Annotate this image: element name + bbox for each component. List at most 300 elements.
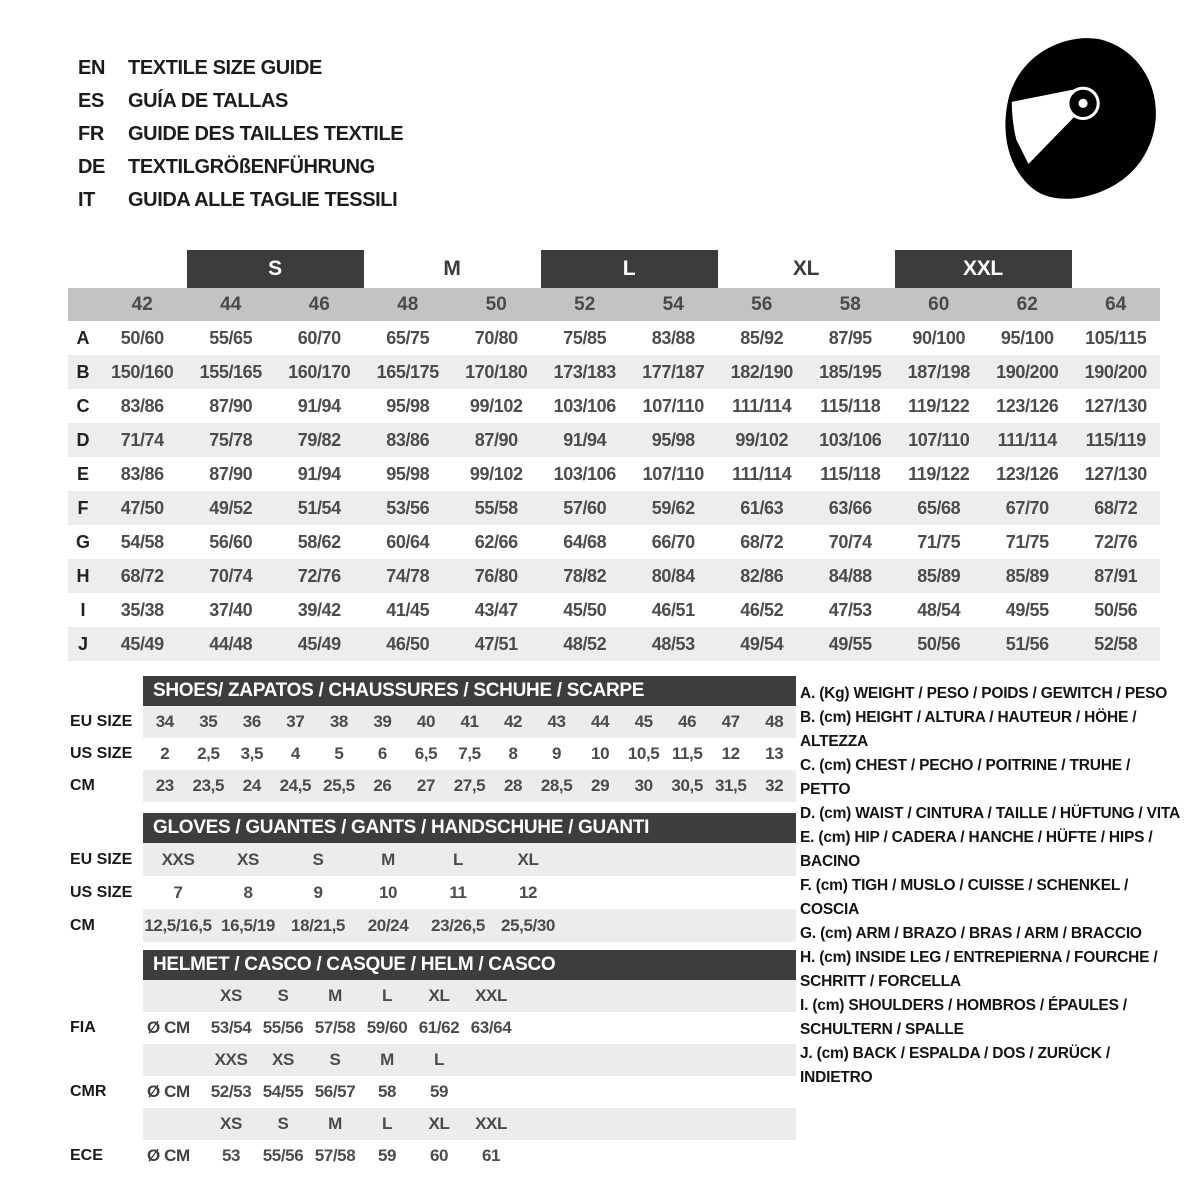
helmet-size: XL [428,986,450,1005]
main-size-table [68,250,1160,661]
size-value: 111/114 [997,429,1057,450]
size-value: 51/54 [297,497,341,518]
measure-row-B [68,355,1160,389]
gloves-rows [70,843,796,942]
title-entry [78,85,403,118]
size-value: 185/195 [819,361,882,382]
size-value: 127/130 [1084,463,1147,484]
helmet-size: M [328,1114,342,1133]
helmet-value-row-ECE [70,1140,796,1172]
size-value: 37/40 [209,599,253,620]
size-value: 50/56 [1094,599,1138,620]
size-value: 91/94 [297,395,341,416]
helmet-value: 57/58 [314,1146,356,1165]
helmet-value: 54/55 [262,1082,304,1101]
cell-value: 44 [591,712,610,731]
empty-cell [143,980,205,1012]
size-value: 83/86 [120,463,164,484]
title-entry [78,52,403,85]
size-value: 103/106 [553,463,616,484]
size-value: 111/114 [732,395,792,416]
measurement-legend [800,682,1182,1090]
guide-title-text: GUIDA ALLE TAGLIE TESSILI [128,189,398,211]
size-value: 99/102 [735,429,789,450]
cell-value: 12 [518,882,538,902]
cell-value: 7 [173,882,183,902]
size-value: 99/102 [469,463,523,484]
size-value: 160/170 [288,361,351,382]
size-value: 82/86 [740,565,784,586]
size-value: 119/122 [908,463,970,484]
measure-row-I [68,593,1160,627]
size-value: 67/70 [1005,497,1049,518]
shoes-table-title: SHOES/ ZAPATOS / CHAUSSURES / SCHUHE / SCARPE [143,676,796,706]
size-value: 76/80 [474,565,518,586]
size-value: 71/75 [1005,531,1049,552]
size-value: 103/106 [819,429,882,450]
size-value: 65/75 [386,327,430,348]
size-value: 58/62 [297,531,341,552]
row-letter: H [76,565,90,586]
helmet-size: XL [428,1114,450,1133]
helmet-value: 53 [221,1146,241,1165]
size-value: 72/76 [1094,531,1138,552]
legend-item: F. (cm) TIGH / MUSLO / CUISSE / SCHENKEL / COSCIA [800,877,1129,918]
cell-value: XXS [161,849,195,869]
size-value: 60/70 [297,327,341,348]
title-entry [78,118,403,151]
size-value: 103/106 [553,395,616,416]
legend-item: B. (cm) HEIGHT / ALTURA / HAUTEUR / HÖHE / ALTEZZA [800,709,1137,750]
size-value: 55/58 [474,497,518,518]
cell-value: 20/24 [367,915,409,935]
size-value: 68/72 [1094,497,1138,518]
size-value: 107/110 [642,395,704,416]
size-value: 50/60 [120,327,164,348]
size-value: 80/84 [651,565,695,586]
cell-value: 24 [242,776,261,795]
gloves-table-title: GLOVES / GUANTES / GANTS / HANDSCHUHE / GUANTI [143,813,796,843]
size-value: 91/94 [297,463,341,484]
size-value: 53/56 [386,497,430,518]
size-value: 44/48 [209,633,253,654]
size-value: 111/114 [732,463,792,484]
helmet-value-row-FIA [70,1012,796,1044]
row-letter: E [76,463,89,484]
measure-row-D [68,423,1160,457]
row-cells [143,876,796,909]
table-row [70,706,796,738]
size-value: 95/98 [651,429,695,450]
size-value: 43/47 [474,599,518,620]
cell-value: 26 [373,776,392,795]
measure-row-A [68,321,1160,355]
cell-value: 40 [416,712,435,731]
cell-value: 41 [460,712,479,731]
row-letter: B [76,361,90,382]
size-value: 54/58 [120,531,164,552]
racing-helmet-icon [983,26,1171,208]
size-value: 187/198 [907,361,970,382]
cell-value: M [381,849,395,869]
cell-value: 2,5 [197,744,220,763]
cell-value: 8 [508,744,518,763]
size-value: 119/122 [908,395,970,416]
helmet-size: S [277,1114,289,1133]
numeric-size: 52 [574,293,596,315]
numeric-band [68,288,1160,321]
cell-value: 31,5 [714,776,747,795]
size-value: 78/82 [563,565,607,586]
helmet-size: XS [220,1114,242,1133]
cell-value: 5 [334,744,344,763]
helmet-value: 61/62 [418,1018,460,1037]
row-cells [143,909,796,942]
measure-row-H [68,559,1160,593]
helmet-size: S [277,986,289,1005]
size-value: 70/80 [474,327,518,348]
numeric-size: 46 [308,293,330,315]
shoes-table [70,676,796,802]
size-value: 49/54 [740,633,784,654]
helmet-size [465,1044,517,1076]
measure-row-J [68,627,1160,661]
cell-value: 46 [678,712,697,731]
cell-value: 37 [286,712,305,731]
helmet-value: 59 [377,1146,397,1165]
cell-value: 6 [377,744,387,763]
cell-value: 38 [329,712,348,731]
size-value: 41/45 [386,599,430,620]
cell-value: L [453,849,463,869]
size-value: 66/70 [651,531,695,552]
size-value: 55/65 [209,327,253,348]
table-row [70,770,796,802]
size-value: 87/90 [209,463,253,484]
size-value: 177/187 [642,361,705,382]
cell-value: 9 [313,882,323,902]
cell-value: 16,5/19 [221,915,275,935]
size-value: 39/42 [297,599,341,620]
size-value: 61/63 [740,497,784,518]
size-value: 87/91 [1094,565,1138,586]
helmet-value: 58 [377,1082,397,1101]
helmet-size-row [70,1108,796,1140]
size-value: 60/64 [386,531,430,552]
cell-value: 11 [449,882,467,902]
size-value: 170/180 [465,361,528,382]
cell-value: 43 [547,712,566,731]
helmet-table-title: HELMET / CASCO / CASQUE / HELM / CASCO [143,950,796,980]
size-value: 47/50 [120,497,164,518]
helmet-value: 55/56 [262,1018,304,1037]
numeric-size: 48 [397,293,419,315]
helmet-size: XXL [475,986,507,1005]
helmet-value: 59/60 [366,1018,408,1037]
helmet-value: 52/53 [210,1082,252,1101]
guide-title-text: TEXTILE SIZE GUIDE [128,57,322,79]
helmet-value: 55/56 [262,1146,304,1165]
cell-value: 47 [721,712,740,731]
helmet-value: 56/57 [314,1082,356,1101]
numeric-size: 62 [1016,293,1038,315]
size-value: 90/100 [912,327,966,348]
size-value: 87/90 [474,429,518,450]
helmet-value: 57/58 [314,1018,356,1037]
guide-title-text: TEXTILGRÖßENFÜHRUNG [128,156,375,178]
size-value: 91/94 [563,429,607,450]
cell-value: 25,5 [323,776,355,795]
row-letter: F [77,497,89,518]
row-letter: J [77,633,88,654]
measure-row-C [68,389,1160,423]
size-value: 99/102 [469,395,523,416]
row-label [70,980,143,1012]
size-value: 182/190 [730,361,793,382]
row-cells [143,738,796,770]
cell-value: 35 [199,712,218,731]
cell-value: 27,5 [453,776,486,795]
cell-value: 28,5 [540,776,573,795]
cell-value: S [312,849,324,869]
cell-value: 8 [243,882,253,902]
size-value: 85/92 [740,327,784,348]
size-value: 45/49 [120,633,164,654]
legend-item: G. (cm) ARM / BRAZO / BRAS / ARM / BRACCIO [800,925,1142,942]
cell-value: 9 [552,744,562,763]
size-value: 64/68 [563,531,607,552]
cell-value: 13 [765,744,784,763]
size-value: 35/38 [120,599,164,620]
helmet-size: XXS [214,1050,248,1069]
size-value: 46/51 [651,599,695,620]
main-rows [68,321,1160,661]
title-entry [78,184,403,217]
legend-item: A. (Kg) WEIGHT / PESO / POIDS / GEWITCH / PESO [800,685,1168,702]
size-value: 63/66 [828,497,872,518]
legend-item: H. (cm) INSIDE LEG / ENTREPIERNA / FOURCHE / SCHRITT / FORCELLA [800,949,1158,990]
size-value: 52/58 [1094,633,1138,654]
empty-cell [143,1044,205,1076]
size-value: 70/74 [828,531,872,552]
size-group-XXL: XXL [895,250,1072,288]
helmet-value-row-CMR [70,1076,796,1108]
size-value: 59/62 [651,497,695,518]
size-value: 105/115 [1085,327,1147,348]
size-value: 95/100 [1000,327,1054,348]
size-value: 87/95 [828,327,872,348]
size-value: 190/200 [996,361,1059,382]
row-letter: D [76,429,90,450]
helmet-size: M [328,986,342,1005]
size-value: 95/98 [386,395,430,416]
diameter-unit: Ø CM [147,1018,190,1037]
cell-value: 39 [373,712,392,731]
numeric-size: 60 [928,293,950,315]
cell-value: 27 [416,776,435,795]
helmet-size: L [434,1050,444,1069]
size-value: 83/88 [651,327,695,348]
numeric-size: 54 [662,293,684,315]
row-cells [143,1140,796,1172]
size-value: 48/52 [563,633,607,654]
helmet-value: 60 [429,1146,449,1165]
helmet-size-row [70,980,796,1012]
row-label: CM [70,777,95,794]
size-value: 115/119 [1085,429,1146,450]
size-groups-row [68,250,1160,288]
cell-value: XL [517,849,539,869]
size-value: 46/52 [740,599,784,620]
size-value: 85/89 [1005,565,1049,586]
size-value: 107/110 [908,429,970,450]
title-block [78,52,403,217]
diameter-unit: Ø CM [147,1146,190,1165]
size-group-M: M [443,257,461,280]
size-value: 65/68 [917,497,961,518]
numeric-size: 44 [220,293,242,315]
helmet-size: XS [272,1050,294,1069]
standard-label: ECE [70,1147,103,1164]
table-row [70,909,796,942]
helmet-size: XXL [475,1114,507,1133]
cell-value: 48 [765,712,784,731]
helmet-table [70,950,796,1172]
helmet-size-row [70,1044,796,1076]
row-letter: G [75,531,90,552]
helmet-size: L [382,1114,392,1133]
cell-value: 29 [591,776,610,795]
cell-value: 2 [160,744,170,763]
cell-value: 24,5 [279,776,312,795]
gloves-table [70,813,796,942]
row-cells [143,1012,796,1044]
row-cells [143,706,796,738]
row-cells [143,980,796,1012]
cell-value: 23/26,5 [431,915,485,935]
size-value: 83/86 [386,429,430,450]
table-row [70,738,796,770]
legend-item: E. (cm) HIP / CADERA / HANCHE / HÜFTE / HIPS / BACINO [800,829,1153,870]
row-label [70,1108,143,1140]
guide-title-text: GUÍA DE TALLAS [128,90,288,112]
size-value: 83/86 [120,395,164,416]
row-cells [143,1108,796,1140]
row-cells [143,843,796,876]
size-value: 115/118 [820,395,881,416]
row-letter: I [80,599,86,620]
size-value: 107/110 [642,463,704,484]
size-value: 79/82 [297,429,341,450]
shoes-rows [70,706,796,802]
size-value: 48/54 [917,599,961,620]
cell-value: 30 [634,776,653,795]
cell-value: 23,5 [192,776,225,795]
helmet-size: XS [220,986,242,1005]
language-code: DE [78,156,105,178]
cell-value: 32 [765,776,784,795]
size-group-S: S [187,250,364,288]
numeric-size: 50 [485,293,507,315]
size-value: 49/55 [1005,599,1049,620]
size-value: 74/78 [386,565,430,586]
size-value: 45/50 [563,599,607,620]
size-value: 123/126 [996,395,1059,416]
size-value: 49/52 [209,497,253,518]
table-row [70,876,796,909]
cell-value: 10 [378,882,398,902]
numeric-size: 42 [131,293,153,315]
size-value: 84/88 [828,565,872,586]
row-cells [143,1044,796,1076]
row-letter: A [76,327,90,348]
size-value: 47/51 [474,633,518,654]
size-value: 95/98 [386,463,430,484]
standard-label: FIA [70,1019,96,1036]
size-value: 87/90 [209,395,253,416]
size-value: 123/126 [996,463,1059,484]
size-value: 127/130 [1084,395,1147,416]
size-value: 165/175 [376,361,439,382]
helmet-rows [70,980,796,1172]
cell-value: 25,5/30 [501,915,555,935]
cell-value: 18/21,5 [291,915,345,935]
row-label: EU SIZE [70,850,133,868]
cell-value: 23 [155,776,174,795]
numeric-size: 58 [839,293,861,315]
row-label: CM [70,916,95,934]
helmet-value: 61 [481,1146,501,1165]
size-value: 50/56 [917,633,961,654]
cell-value: 10 [591,744,610,763]
size-value: 48/53 [651,633,695,654]
language-code: IT [78,189,95,211]
size-value: 62/66 [474,531,518,552]
size-group-XL: XL [792,257,820,280]
helmet-value [465,1076,517,1108]
measure-row-G [68,525,1160,559]
cell-value: 42 [503,712,523,731]
cell-value: 34 [155,712,174,731]
size-value: 173/183 [553,361,616,382]
size-value: 190/200 [1084,361,1147,382]
row-label: US SIZE [70,883,133,901]
guide-title-text: GUIDE DES TAILLES TEXTILE [128,123,404,145]
row-letter: C [76,395,90,416]
helmet-value: 53/54 [210,1018,252,1037]
language-code: FR [78,123,104,145]
cell-value: XS [237,849,259,869]
table-row [70,843,796,876]
row-label: US SIZE [70,745,133,762]
legend-item: I. (cm) SHOULDERS / HOMBROS / ÉPAULES / SCHULTERN / SPALLE [800,997,1127,1038]
cell-value: 30,5 [671,776,703,795]
size-group-L: L [541,250,718,288]
band-spacer [68,288,98,321]
measure-row-F [68,491,1160,525]
size-value: 75/78 [209,429,253,450]
empty-cell [143,1108,205,1140]
size-value: 68/72 [740,531,784,552]
size-value: 57/60 [563,497,607,518]
cell-value: 3,5 [240,744,264,763]
cell-value: 10,5 [627,744,660,763]
size-value: 71/75 [917,531,961,552]
size-value: 70/74 [209,565,253,586]
size-value: 75/85 [563,327,607,348]
size-value: 47/53 [828,599,872,620]
legend-item: J. (cm) BACK / ESPALDA / DOS / ZURÜCK / INDIETRO [800,1045,1110,1086]
